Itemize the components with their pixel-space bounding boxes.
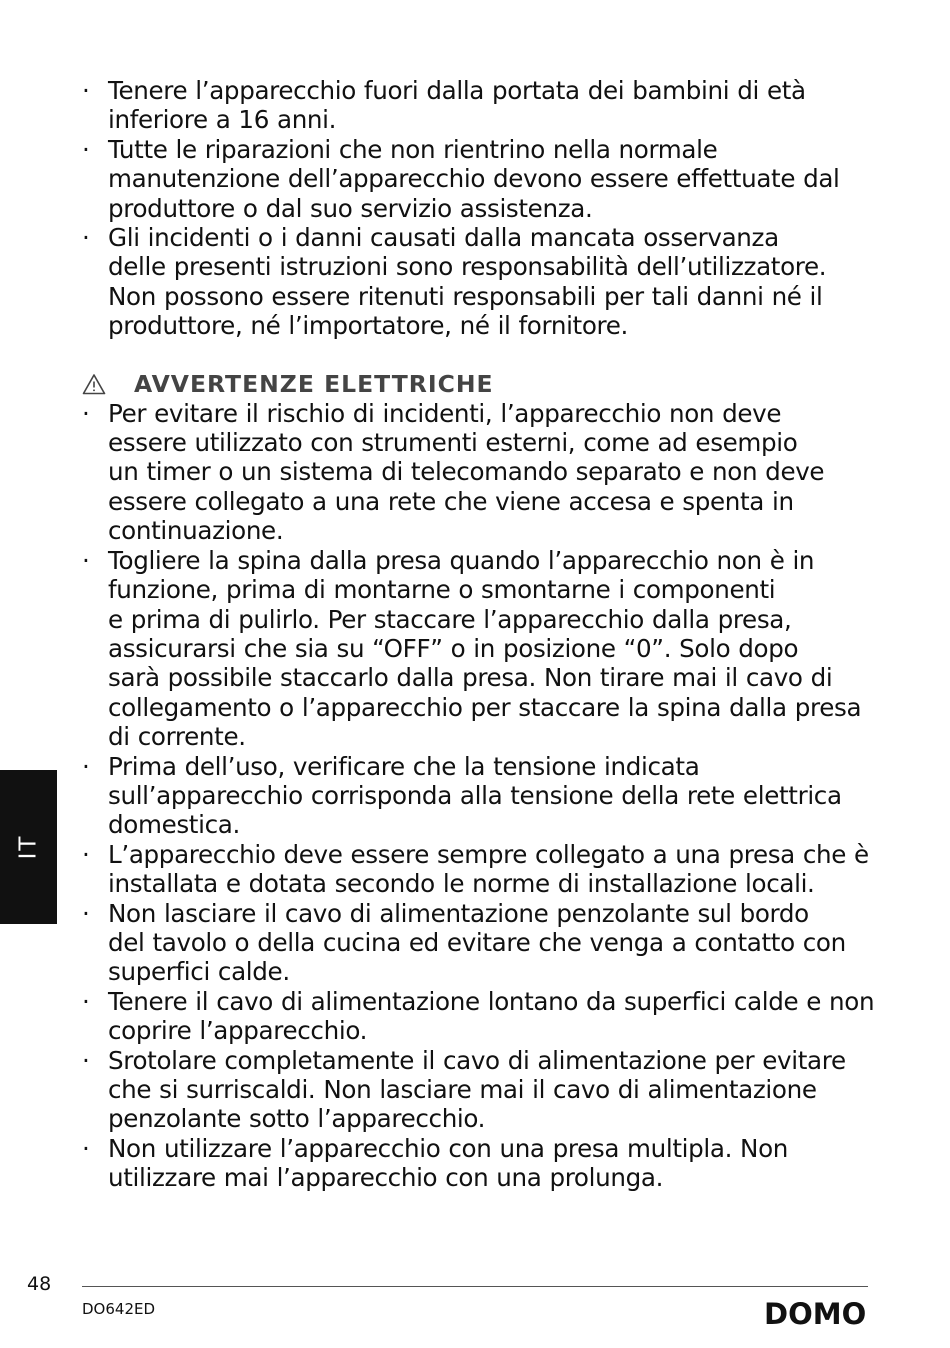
item-line: delle presenti istruzioni sono responsabilità dell’utilizzatore. bbox=[108, 252, 827, 282]
item-line: di corrente. bbox=[108, 722, 246, 752]
list-item bbox=[82, 546, 882, 752]
list-item bbox=[82, 899, 882, 987]
item-line: Per evitare il rischio di incidenti, l’apparecchio non deve bbox=[108, 398, 782, 428]
item-line: che si surriscaldi. Non lasciare mai il cavo di alimentazione bbox=[108, 1075, 817, 1104]
item-line: inferiore a 16 anni. bbox=[108, 105, 337, 135]
item-line: Togliere la spina dalla presa quando l’apparecchio non è in bbox=[108, 545, 815, 575]
brand-logo: DOMO bbox=[764, 1297, 867, 1331]
item-line: un timer o un sistema di telecomando separato e non deve bbox=[108, 457, 825, 487]
language-tab bbox=[0, 770, 57, 924]
bullet-dot: · bbox=[82, 898, 90, 928]
list-item bbox=[82, 399, 882, 546]
list-item bbox=[82, 76, 882, 135]
item-line: L’apparecchio deve essere sempre collegato a una presa che è bbox=[108, 839, 869, 869]
item-line: Non utilizzare l’apparecchio con una presa multipla. Non bbox=[108, 1133, 789, 1163]
list-item bbox=[82, 987, 882, 1046]
item-line: Non lasciare il cavo di alimentazione penzolante sul bordo bbox=[108, 898, 809, 928]
item-line: produttore o dal suo servizio assistenza. bbox=[108, 193, 593, 223]
item-line: installata e dotata secondo le norme di installazione locali. bbox=[108, 869, 815, 899]
item-line: e prima di pulirlo. Per staccare l’apparecchio dalla presa, bbox=[108, 604, 792, 634]
bullet-dot: · bbox=[82, 986, 90, 1016]
item-line: funzione, prima di montarne o smontarne i componenti bbox=[108, 575, 776, 605]
list-item bbox=[82, 223, 882, 341]
language-tab-label: IT bbox=[15, 834, 42, 860]
warning-triangle-icon bbox=[82, 373, 134, 395]
item-line: Non possono essere ritenuti responsabili per tali danni né il bbox=[108, 281, 823, 311]
item-line: Tenere il cavo di alimentazione lontano da superfici calde e non bbox=[108, 986, 875, 1016]
list-item bbox=[82, 752, 882, 840]
bullet-dot: · bbox=[82, 1045, 90, 1075]
item-line: Srotolare completamente il cavo di alimentazione per evitare bbox=[108, 1045, 846, 1075]
item-line: essere utilizzato con strumenti esterni, come ad esempio bbox=[108, 428, 798, 458]
manual-body bbox=[82, 76, 882, 1193]
item-line: domestica. bbox=[108, 810, 240, 840]
model-code: DO642ED bbox=[82, 1300, 156, 1318]
list-item bbox=[82, 1046, 882, 1134]
bullet-dot: · bbox=[82, 398, 90, 428]
section-heading bbox=[82, 370, 882, 399]
item-line: Gli incidenti o i danni causati dalla mancata osservanza bbox=[108, 223, 779, 253]
list-item bbox=[82, 1134, 882, 1193]
bullet-dot: · bbox=[82, 76, 90, 105]
item-line: penzolante sotto l’apparecchio. bbox=[108, 1104, 486, 1134]
item-line: Prima dell’uso, verificare che la tensione indicata bbox=[108, 751, 700, 781]
footer-divider bbox=[82, 1286, 868, 1287]
item-line: superfici calde. bbox=[108, 957, 290, 987]
intro-list bbox=[82, 76, 882, 341]
item-line: collegamento o l’apparecchio per staccare la spina dalla presa bbox=[108, 692, 862, 722]
list-item bbox=[82, 135, 882, 223]
item-line: utilizzare mai l’apparecchio con una prolunga. bbox=[108, 1163, 664, 1193]
item-line: manutenzione dell’apparecchio devono essere effettuate dal bbox=[108, 164, 840, 194]
list-item bbox=[82, 840, 882, 899]
bullet-dot: · bbox=[82, 223, 90, 253]
page-number: 48 bbox=[27, 1273, 52, 1295]
bullet-dot: · bbox=[82, 839, 90, 869]
bullet-dot: · bbox=[82, 1133, 90, 1163]
item-line: essere collegato a una rete che viene accesa e spenta in bbox=[108, 486, 794, 516]
section-title: AVVERTENZE ELETTRICHE bbox=[134, 370, 494, 399]
bullet-dot: · bbox=[82, 134, 90, 164]
item-line: produttore, né l’importatore, né il fornitore. bbox=[108, 311, 629, 341]
electrical-warnings-list bbox=[82, 399, 882, 1193]
item-line: Tutte le riparazioni che non rientrino nella normale bbox=[108, 134, 718, 164]
item-line: Tenere l’apparecchio fuori dalla portata dei bambini di età bbox=[108, 76, 806, 105]
item-line: del tavolo o della cucina ed evitare che venga a contatto con bbox=[108, 927, 846, 957]
bullet-dot: · bbox=[82, 545, 90, 575]
item-line: assicurarsi che sia su “OFF” o in posizione “0”. Solo dopo bbox=[108, 633, 799, 663]
bullet-dot: · bbox=[82, 751, 90, 781]
item-line: coprire l’apparecchio. bbox=[108, 1016, 368, 1046]
item-line: sarà possibile staccarlo dalla presa. Non tirare mai il cavo di bbox=[108, 663, 833, 693]
item-line: sull’apparecchio corrisponda alla tensione della rete elettrica bbox=[108, 780, 842, 810]
item-line: continuazione. bbox=[108, 516, 284, 546]
